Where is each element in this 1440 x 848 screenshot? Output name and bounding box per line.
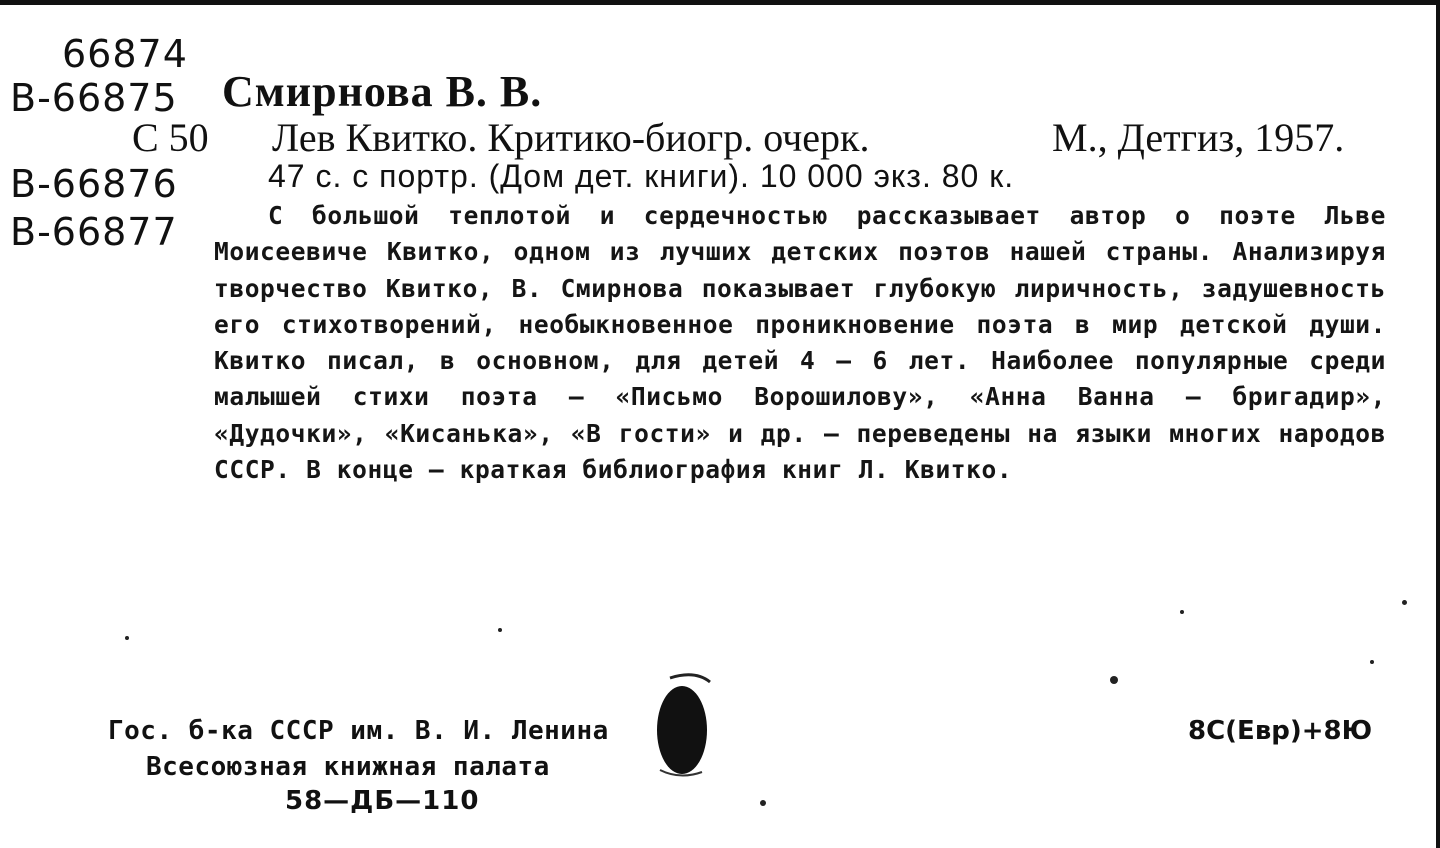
inventory-number-4: В-66877 — [10, 210, 178, 254]
book-title: Лев Квитко. Критико-биогр. очерк. — [272, 115, 870, 160]
inventory-number-3: В-66876 — [10, 162, 178, 206]
shelf-mark: С 50 — [132, 115, 209, 160]
card-top-edge — [0, 0, 1440, 5]
speck — [498, 628, 502, 632]
classification-index: 8С(Евр)+8Ю — [1188, 716, 1373, 746]
speck — [760, 800, 766, 806]
card-code: 58—ДБ—110 — [285, 786, 480, 816]
inventory-number-1: 66874 — [62, 32, 188, 76]
speck — [1402, 600, 1407, 605]
annotation-text: С большой теплотой и сердечностью рассказывает автор о поэте Льве Моисеевиче Квитко, одном из лучших детских поэтов нашей страны. Анализируя творчество Квитко, В. Смирнова показывает глубокую лиричность, задушевность его стихотворений, необыкновенное проникновение поэта в мир детской души. Квитко писал, в основном, для детей 4 — 6 лет. Наиболее популярные среди малышей стихи поэта — «Письмо Ворошилову», «Анна Ванна — бригадир», «Дудочки», «Кисанька», «В гости» и др. — переведены на языки многих народов СССР. В конце — краткая библиография книг Л. Квитко. — [214, 201, 1386, 485]
ink-blot-stamp — [640, 668, 730, 788]
collation: 47 с. с портр. (Дом дет. книги). 10 000 экз. 80 к. — [268, 158, 1015, 194]
speck — [1180, 610, 1184, 614]
speck — [1370, 660, 1374, 664]
library-name: Гос. б-ка СССР им. В. И. Ленина — [108, 716, 609, 746]
speck — [1110, 676, 1118, 684]
author-heading: Смирнова В. В. — [222, 67, 543, 116]
inventory-number-2: В-66875 — [10, 76, 178, 120]
card-right-edge — [1436, 0, 1440, 848]
publication-info: М., Детгиз, 1957. — [1052, 115, 1345, 160]
speck — [125, 636, 129, 640]
book-chamber-name: Всесоюзная книжная палата — [146, 752, 550, 782]
